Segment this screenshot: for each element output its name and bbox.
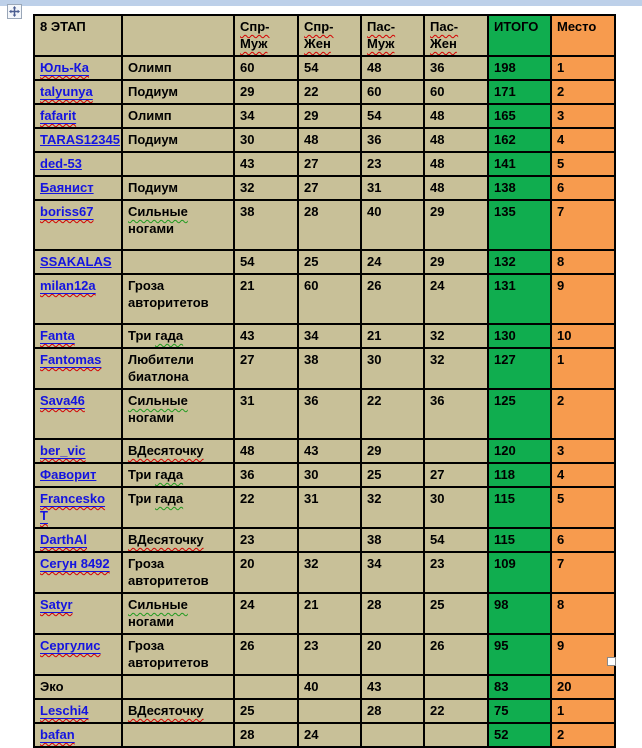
- player-cell: [34, 699, 122, 723]
- player-cell: [34, 487, 122, 528]
- spellcheck-squiggle: [40, 278, 96, 293]
- score-cell-pas-zhen: [424, 439, 488, 463]
- player-cell: [34, 274, 122, 324]
- spellcheck-squiggle: [40, 443, 86, 458]
- total-cell: 141: [488, 152, 551, 176]
- player-cell: Эко: [34, 675, 122, 699]
- team-cell: [122, 250, 234, 274]
- team-cell: [122, 176, 234, 200]
- player-link[interactable]: Сергулис: [40, 638, 101, 653]
- total-cell: 165: [488, 104, 551, 128]
- table-row: [34, 56, 615, 80]
- place-cell: 7: [551, 552, 615, 593]
- score-cell-spr-zhen: 60: [298, 274, 361, 324]
- table-resize-handle[interactable]: [607, 657, 616, 666]
- team-cell: [122, 675, 234, 699]
- player-link[interactable]: Satyr: [40, 597, 73, 612]
- place-cell: 4: [551, 463, 615, 487]
- score-cell-pas-muzh: 32: [361, 487, 424, 528]
- team-cell: [122, 487, 234, 528]
- score-cell-pas-muzh: 22: [361, 389, 424, 439]
- score-cell-spr-zhen: 23: [298, 634, 361, 675]
- spellcheck-squiggle: [40, 204, 93, 219]
- score-cell-pas-zhen: 54: [424, 528, 488, 552]
- place-cell: 3: [551, 439, 615, 463]
- place-cell: 9: [551, 634, 615, 675]
- place-cell: 1: [551, 699, 615, 723]
- score-cell-spr-zhen: 34: [298, 324, 361, 348]
- score-cell-spr-muzh: 22: [234, 487, 298, 528]
- team-text: Три: [128, 491, 155, 506]
- total-cell: 130: [488, 324, 551, 348]
- score-cell-spr-muzh: 31: [234, 389, 298, 439]
- header-total: ИТОГО: [488, 15, 551, 56]
- place-cell: 6: [551, 176, 615, 200]
- spellcheck-squiggle: [40, 532, 87, 547]
- spellcheck-squiggle: [40, 393, 85, 408]
- team-cell: [122, 104, 234, 128]
- place-cell: 1: [551, 56, 615, 80]
- spellcheck-squiggle: [40, 727, 75, 742]
- score-cell-pas-muzh: [361, 723, 424, 747]
- score-cell-spr-zhen: 28: [298, 200, 361, 250]
- score-cell-spr-muzh: 23: [234, 528, 298, 552]
- player-link[interactable]: boriss67: [40, 204, 94, 219]
- player-link[interactable]: Баянист: [40, 180, 94, 195]
- player-link[interactable]: DarthAl: [40, 532, 87, 547]
- table-row: [34, 80, 615, 104]
- score-cell-spr-zhen: 30: [298, 463, 361, 487]
- score-cell-pas-muzh: 54: [361, 104, 424, 128]
- table-row: [34, 463, 615, 487]
- place-cell: 5: [551, 152, 615, 176]
- score-cell-spr-zhen: 38: [298, 348, 361, 389]
- player-cell: [34, 176, 122, 200]
- table-row: [34, 552, 615, 593]
- spellcheck-squiggle: ВДесяточку: [128, 703, 204, 718]
- score-cell-pas-zhen: 36: [424, 389, 488, 439]
- player-link[interactable]: fafarit: [40, 108, 77, 123]
- place-cell: 7: [551, 200, 615, 250]
- spellcheck-squiggle: [40, 491, 105, 523]
- place-cell: 10: [551, 324, 615, 348]
- score-cell-spr-muzh: 29: [234, 80, 298, 104]
- spellcheck-squiggle: [40, 60, 89, 75]
- player-cell: [34, 528, 122, 552]
- score-cell-spr-muzh: 20: [234, 552, 298, 593]
- score-cell-spr-zhen: 43: [298, 439, 361, 463]
- player-cell: [34, 56, 122, 80]
- score-cell-pas-zhen: 36: [424, 56, 488, 80]
- total-cell: 171: [488, 80, 551, 104]
- score-cell-pas-muzh: 36: [361, 128, 424, 152]
- total-cell: 118: [488, 463, 551, 487]
- table-row: [34, 699, 615, 723]
- player-link[interactable]: Сегун 8492: [40, 556, 110, 571]
- place-cell: 2: [551, 723, 615, 747]
- score-cell-pas-muzh: 26: [361, 274, 424, 324]
- score-cell-pas-muzh: 38: [361, 528, 424, 552]
- table-row: [34, 439, 615, 463]
- player-link[interactable]: ded-53: [40, 156, 82, 171]
- score-cell-pas-zhen: 29: [424, 250, 488, 274]
- team-text: Подиум: [128, 84, 179, 99]
- team-text: Подиум: [128, 132, 179, 147]
- team-cell: [122, 274, 234, 324]
- table-row: [34, 176, 615, 200]
- table-row: [34, 487, 615, 528]
- player-cell: [34, 463, 122, 487]
- place-cell: 8: [551, 593, 615, 634]
- player-cell: [34, 634, 122, 675]
- score-cell-pas-muzh: 28: [361, 699, 424, 723]
- table-row: [34, 250, 615, 274]
- player-link[interactable]: Leschi4: [40, 703, 89, 718]
- score-cell-spr-zhen: 25: [298, 250, 361, 274]
- score-cell-pas-zhen: 26: [424, 634, 488, 675]
- score-cell-pas-zhen: 22: [424, 699, 488, 723]
- total-cell: 75: [488, 699, 551, 723]
- spellcheck-squiggle: [40, 638, 101, 653]
- place-cell: 20: [551, 675, 615, 699]
- place-cell: 2: [551, 389, 615, 439]
- team-cell: [122, 552, 234, 593]
- spellcheck-squiggle: [40, 703, 88, 718]
- header-pas-zhen: Пас- Жен: [424, 15, 488, 56]
- team-text: Олимп: [128, 108, 172, 123]
- team-cell: [122, 463, 234, 487]
- team-cell: [122, 439, 234, 463]
- player-link[interactable]: Francesko T: [40, 491, 106, 523]
- place-cell: 4: [551, 128, 615, 152]
- player-link[interactable]: talyunya: [40, 84, 93, 99]
- player-link[interactable]: Фаворит: [40, 467, 97, 482]
- total-cell: 198: [488, 56, 551, 80]
- team-cell: [122, 723, 234, 747]
- window-top-strip: [0, 0, 642, 6]
- score-cell-spr-muzh: 21: [234, 274, 298, 324]
- score-cell-pas-zhen: 27: [424, 463, 488, 487]
- team-cell: [122, 634, 234, 675]
- score-cell-pas-zhen: 48: [424, 104, 488, 128]
- score-cell-spr-zhen: 40: [298, 675, 361, 699]
- header-stage: 8 ЭТАП: [34, 15, 122, 56]
- table-row: [34, 152, 615, 176]
- team-cell: [122, 348, 234, 389]
- score-cell-spr-muzh: 36: [234, 463, 298, 487]
- team-text: Подиум: [128, 180, 179, 195]
- team-text: Гроза авторитетов: [128, 278, 209, 310]
- spellcheck-squiggle: [40, 352, 101, 367]
- team-text: Три: [128, 328, 155, 343]
- score-cell-pas-muzh: 31: [361, 176, 424, 200]
- player-link[interactable]: Fanta: [40, 328, 75, 343]
- score-cell-spr-muzh: 28: [234, 723, 298, 747]
- spellcheck-squiggle: ВДесяточку: [128, 443, 204, 458]
- team-text: Гроза авторитетов: [128, 556, 209, 588]
- team-text: ногами: [128, 410, 175, 425]
- team-text: Гроза авторитетов: [128, 638, 209, 670]
- score-cell-spr-muzh: 60: [234, 56, 298, 80]
- table-row: [34, 348, 615, 389]
- score-cell-pas-zhen: 48: [424, 128, 488, 152]
- score-cell-pas-muzh: 40: [361, 200, 424, 250]
- score-cell-pas-zhen: 23: [424, 552, 488, 593]
- player-link[interactable]: bafan: [40, 727, 75, 742]
- results-table: [33, 14, 616, 748]
- player-cell: [34, 80, 122, 104]
- score-cell-pas-muzh: 48: [361, 56, 424, 80]
- header-team: [122, 15, 234, 56]
- total-cell: 162: [488, 128, 551, 152]
- score-cell-spr-muzh: 48: [234, 439, 298, 463]
- total-cell: 131: [488, 274, 551, 324]
- player-link[interactable]: milan12a: [40, 278, 96, 293]
- total-cell: 95: [488, 634, 551, 675]
- score-cell-pas-zhen: [424, 675, 488, 699]
- score-cell-pas-muzh: 29: [361, 439, 424, 463]
- score-cell-spr-zhen: 31: [298, 487, 361, 528]
- spellcheck-squiggle: Сильные: [128, 393, 188, 408]
- team-cell: [122, 528, 234, 552]
- score-cell-pas-muzh: 21: [361, 324, 424, 348]
- player-cell: [34, 250, 122, 274]
- table-row: [34, 274, 615, 324]
- score-cell-spr-muzh: 43: [234, 324, 298, 348]
- score-cell-pas-muzh: 28: [361, 593, 424, 634]
- total-cell: 127: [488, 348, 551, 389]
- score-cell-pas-muzh: 24: [361, 250, 424, 274]
- score-cell-pas-muzh: 20: [361, 634, 424, 675]
- team-text: ногами: [128, 221, 175, 236]
- place-cell: 9: [551, 274, 615, 324]
- player-cell: [34, 593, 122, 634]
- table-row: [34, 128, 615, 152]
- total-cell: 115: [488, 487, 551, 528]
- player-cell: [34, 200, 122, 250]
- table-row: [34, 104, 615, 128]
- total-cell: 115: [488, 528, 551, 552]
- score-cell-pas-zhen: 48: [424, 152, 488, 176]
- spellcheck-squiggle: гада: [155, 328, 184, 343]
- team-cell: [122, 389, 234, 439]
- table-body: [34, 56, 615, 747]
- spellcheck-squiggle: [40, 84, 93, 99]
- total-cell: 98: [488, 593, 551, 634]
- score-cell-spr-zhen: [298, 699, 361, 723]
- player-link[interactable]: Юль-Ка: [40, 60, 89, 75]
- score-cell-pas-muzh: 30: [361, 348, 424, 389]
- header-place: Место: [551, 15, 615, 56]
- player-link[interactable]: ber_vic: [40, 443, 86, 458]
- score-cell-spr-zhen: 36: [298, 389, 361, 439]
- score-cell-spr-muzh: 26: [234, 634, 298, 675]
- score-cell-spr-muzh: 34: [234, 104, 298, 128]
- score-cell-spr-muzh: [234, 675, 298, 699]
- table-row: [34, 593, 615, 634]
- score-cell-spr-zhen: 32: [298, 552, 361, 593]
- team-cell: [122, 324, 234, 348]
- total-cell: 135: [488, 200, 551, 250]
- score-cell-spr-muzh: 24: [234, 593, 298, 634]
- player-link[interactable]: Sava46: [40, 393, 85, 408]
- player-cell: [34, 348, 122, 389]
- score-cell-pas-zhen: 29: [424, 200, 488, 250]
- header-spr-zhen: Спр- Жен: [298, 15, 361, 56]
- spellcheck-squiggle: [40, 556, 110, 571]
- place-cell: 6: [551, 528, 615, 552]
- score-cell-spr-muzh: 38: [234, 200, 298, 250]
- score-cell-pas-muzh: 43: [361, 675, 424, 699]
- table-row: [34, 723, 615, 747]
- team-cell: [122, 593, 234, 634]
- score-cell-pas-zhen: [424, 723, 488, 747]
- score-cell-spr-zhen: 29: [298, 104, 361, 128]
- player-cell: [34, 723, 122, 747]
- table-move-handle[interactable]: [7, 4, 22, 19]
- score-cell-pas-muzh: 23: [361, 152, 424, 176]
- team-cell: [122, 80, 234, 104]
- player-cell: [34, 324, 122, 348]
- score-cell-pas-muzh: 25: [361, 463, 424, 487]
- score-cell-spr-muzh: 43: [234, 152, 298, 176]
- score-cell-spr-muzh: 30: [234, 128, 298, 152]
- header-row: [34, 15, 615, 56]
- team-text: ногами: [128, 614, 175, 629]
- score-cell-spr-zhen: [298, 528, 361, 552]
- spellcheck-squiggle: Сильные: [128, 597, 188, 612]
- place-cell: 8: [551, 250, 615, 274]
- team-cell: [122, 200, 234, 250]
- place-cell: 2: [551, 80, 615, 104]
- score-cell-pas-zhen: 32: [424, 324, 488, 348]
- score-cell-pas-zhen: 30: [424, 487, 488, 528]
- score-cell-pas-zhen: 60: [424, 80, 488, 104]
- player-cell: [34, 552, 122, 593]
- team-text: Олимп: [128, 60, 172, 75]
- total-cell: 52: [488, 723, 551, 747]
- player-cell: [34, 439, 122, 463]
- spellcheck-squiggle: [40, 597, 73, 612]
- place-cell: 1: [551, 348, 615, 389]
- place-cell: 3: [551, 104, 615, 128]
- score-cell-pas-muzh: 34: [361, 552, 424, 593]
- score-cell-spr-muzh: 54: [234, 250, 298, 274]
- player-cell: [34, 389, 122, 439]
- score-cell-spr-muzh: 25: [234, 699, 298, 723]
- score-cell-spr-zhen: 24: [298, 723, 361, 747]
- total-cell: 109: [488, 552, 551, 593]
- score-cell-spr-muzh: 27: [234, 348, 298, 389]
- move-arrows-icon: [9, 6, 20, 17]
- table-row: [34, 200, 615, 250]
- team-cell: [122, 128, 234, 152]
- player-cell: [34, 128, 122, 152]
- table-row: [34, 634, 615, 675]
- player-cell: [34, 152, 122, 176]
- score-cell-pas-zhen: 24: [424, 274, 488, 324]
- team-cell: [122, 152, 234, 176]
- score-cell-spr-zhen: 54: [298, 56, 361, 80]
- score-cell-pas-zhen: 48: [424, 176, 488, 200]
- total-cell: 138: [488, 176, 551, 200]
- score-cell-spr-zhen: 27: [298, 176, 361, 200]
- spellcheck-squiggle: гада: [155, 467, 184, 482]
- table-row: [34, 528, 615, 552]
- player-cell: [34, 104, 122, 128]
- total-cell: 120: [488, 439, 551, 463]
- total-cell: 125: [488, 389, 551, 439]
- spellcheck-squiggle: гада: [155, 491, 184, 506]
- player-link[interactable]: TARAS12345: [40, 132, 120, 147]
- team-text: Три: [128, 467, 155, 482]
- table-row: [34, 389, 615, 439]
- score-cell-spr-zhen: 21: [298, 593, 361, 634]
- total-cell: 132: [488, 250, 551, 274]
- place-cell: 5: [551, 487, 615, 528]
- spellcheck-squiggle: [40, 328, 75, 343]
- score-cell-spr-zhen: 22: [298, 80, 361, 104]
- player-link[interactable]: Fantomas: [40, 352, 102, 367]
- table-row: [34, 324, 615, 348]
- header-spr-muzh: Спр- Муж: [234, 15, 298, 56]
- team-cell: [122, 56, 234, 80]
- score-cell-spr-zhen: 48: [298, 128, 361, 152]
- score-cell-pas-zhen: 32: [424, 348, 488, 389]
- score-cell-pas-muzh: 60: [361, 80, 424, 104]
- table-row: [34, 675, 615, 699]
- spellcheck-squiggle: Сильные: [128, 204, 188, 219]
- score-cell-spr-muzh: 32: [234, 176, 298, 200]
- score-cell-spr-zhen: 27: [298, 152, 361, 176]
- spellcheck-squiggle: [40, 108, 76, 123]
- team-text: Любители биатлона: [128, 352, 194, 384]
- spellcheck-squiggle: ВДесяточку: [128, 532, 204, 547]
- player-link[interactable]: SSAKALAS: [40, 254, 112, 269]
- header-pas-muzh: Пас- Муж: [361, 15, 424, 56]
- team-cell: [122, 699, 234, 723]
- total-cell: 83: [488, 675, 551, 699]
- score-cell-pas-zhen: 25: [424, 593, 488, 634]
